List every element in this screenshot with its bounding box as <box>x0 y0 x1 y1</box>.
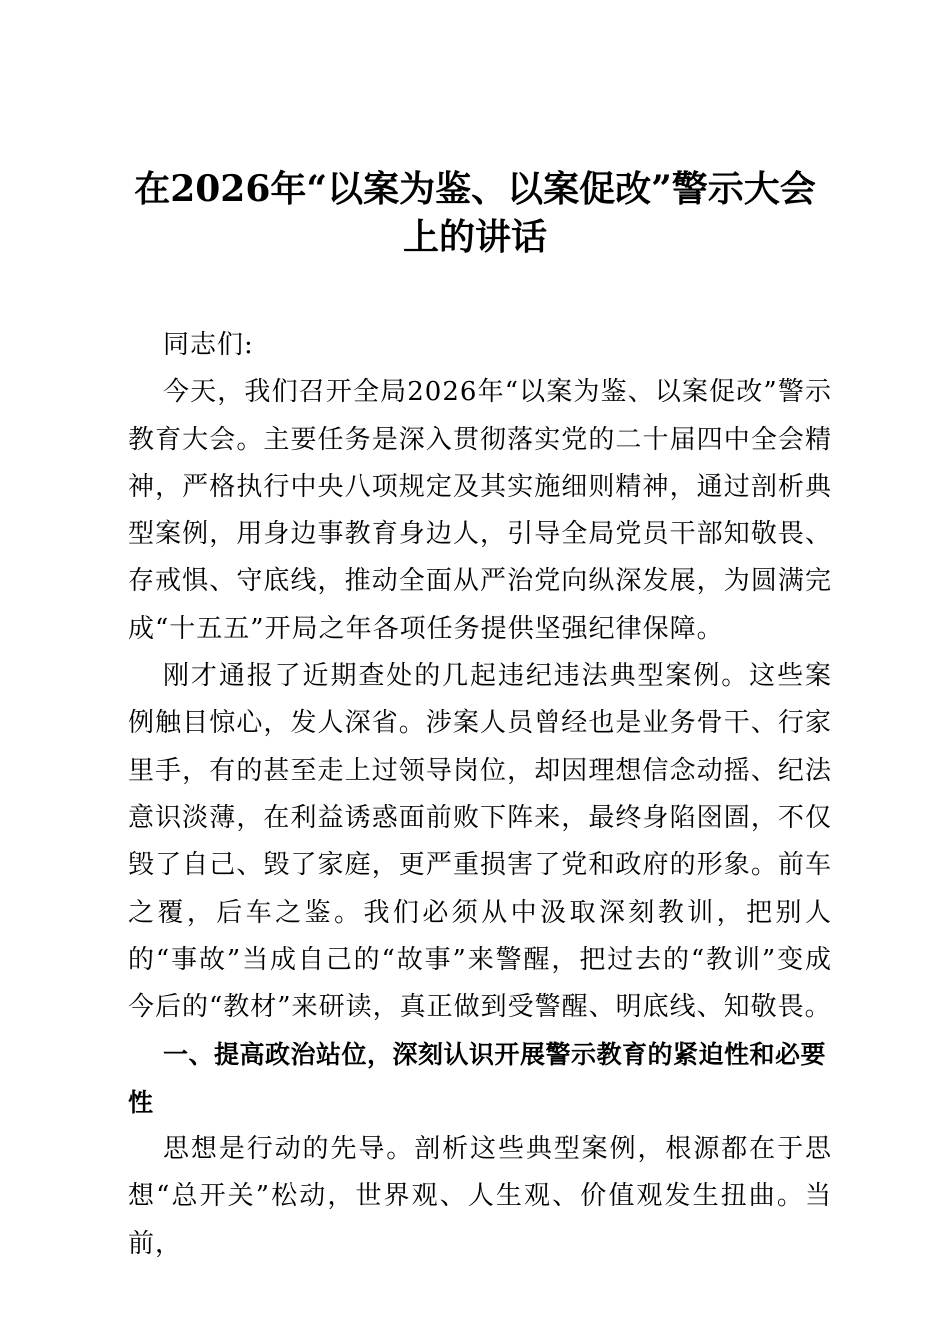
paragraph-opening: 今天，我们召开全局2026年“以案为鉴、以案促改”警示教育大会。主要任务是深入贯彻落实党的二十届四中全会精神，严格执行中央八项规定及其实施细则精神，通过剖析典型案例，用身边事教育身边人，引导全局党员干部知敬畏、存戒惧、守底线，推动全面从严治党向纵深发展，为圆满完成“十五五”开局之年各项任务提供坚强纪律保障。 <box>128 377 832 644</box>
paragraph-cases: 刚才通报了近期查处的几起违纪违法典型案例。这些案例触目惊心，发人深省。涉案人员曾经也是业务骨干、行家里手，有的甚至走上过领导岗位，却因理想信念动摇、纪法意识淡薄，在利益诱惑面前败下阵来，最终身陷囹圄，不仅毁了自己、毁了家庭，更严重损害了党和政府的形象。前车之覆，后车之鉴。我们必须从中汲取深刻教训，把别人的“事故”当成自己的“故事”来警醒，把过去的“教训”变成今后的“教材”来研读，真正做到受警醒、明底线、知敬畏。 <box>128 661 832 1023</box>
section-heading: 一、提高政治站位，深刻认识开展警示教育的紧迫性和必要性 <box>128 1040 827 1117</box>
speech-title: 在2026年“以案为鉴、以案促改”警示大会上的讲话 <box>134 168 816 258</box>
speech-body <box>128 322 832 1268</box>
salutation: 同志们: <box>163 330 254 360</box>
paragraph-section-one: 思想是行动的先导。剖析这些典型案例，根源都在于思想“总开关”松动，世界观、人生观、价值观发生扭曲。当前， <box>128 1134 832 1259</box>
